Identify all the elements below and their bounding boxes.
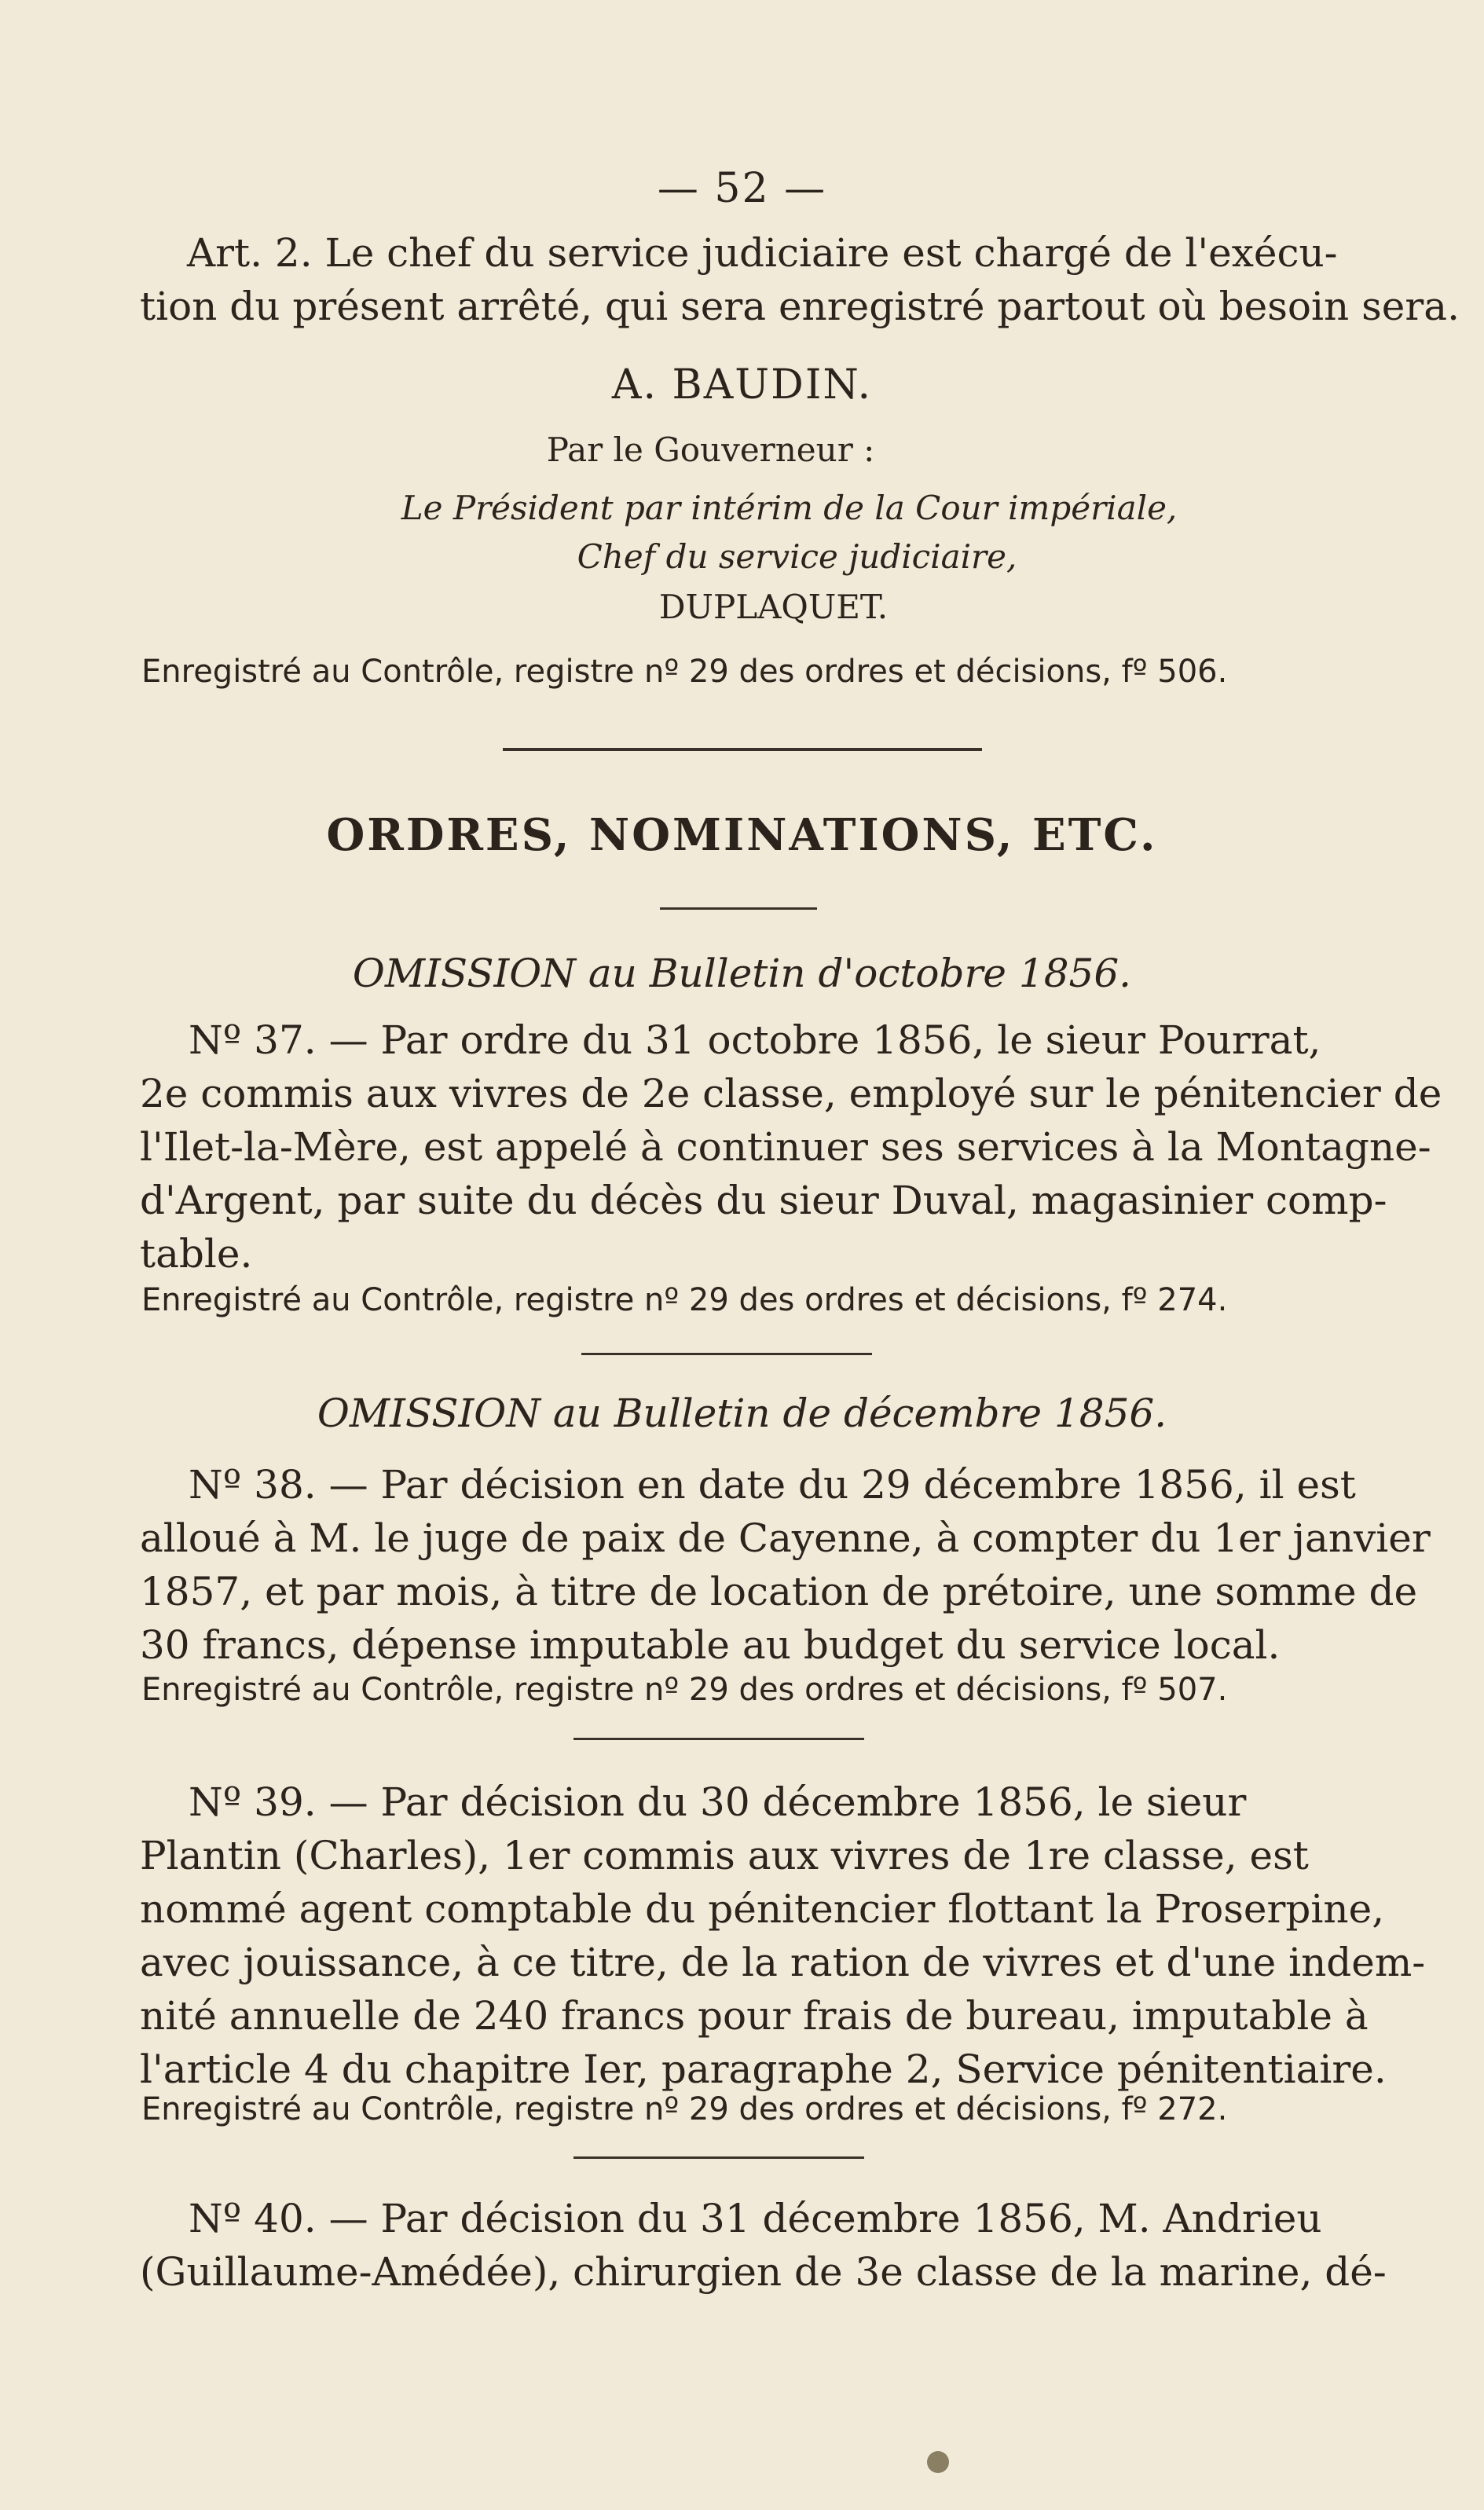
decision-line: avec jouissance, à ce titre, de la ration de vivres et d'une indem- xyxy=(140,1940,1426,1985)
divider-rule xyxy=(573,1738,864,1740)
registration-note: Enregistré au Contrôle, registre nº 29 des ordres et décisions, fº 507. xyxy=(141,1672,1228,1708)
decision-line: l'Ilet-la-Mère, est appelé à continuer ses services à la Montagne- xyxy=(140,1124,1431,1170)
decision-line: Plantin (Charles), 1er commis aux vivres de 1re classe, est xyxy=(140,1833,1309,1878)
omission-heading: OMISSION au Bulletin de décembre 1856. xyxy=(317,1391,1167,1436)
registration-note: Enregistré au Contrôle, registre nº 29 des ordres et décisions, fº 272. xyxy=(141,2091,1228,2127)
signature-name: A. BAUDIN. xyxy=(611,361,873,409)
signature-by: Par le Gouverneur : xyxy=(546,431,875,469)
decision-line: (Guillaume-Amédée), chirurgien de 3e classe de la marine, dé- xyxy=(140,2249,1387,2295)
decision-38 xyxy=(140,1458,1431,1672)
decision-line: table. xyxy=(140,1231,253,1277)
decision-40 xyxy=(140,2192,1387,2299)
registration-note: Enregistré au Contrôle, registre nº 29 des ordres et décisions, fº 274. xyxy=(141,1282,1228,1318)
article-2 xyxy=(140,226,1460,333)
decision-line: l'article 4 du chapitre Ier, paragraphe 2, Service pénitentiaire. xyxy=(140,2046,1387,2092)
page-number: — 52 — xyxy=(657,165,827,212)
decision-line: Nº 37. — Par ordre du 31 octobre 1856, le sieur Pourrat, xyxy=(189,1017,1321,1063)
article-2-line: Art. 2. Le chef du service judiciaire est chargé de l'exécu- xyxy=(187,230,1338,276)
decision-39 xyxy=(140,1775,1426,2096)
section-heading: ORDRES, NOMINATIONS, ETC. xyxy=(326,809,1158,861)
divider-rule xyxy=(573,2156,864,2159)
decision-line: nité annuelle de 240 francs pour frais de bureau, imputable à xyxy=(140,1993,1369,2039)
decision-line: 30 francs, dépense imputable au budget du service local. xyxy=(140,1622,1281,1668)
signature-title: Chef du service judiciaire, xyxy=(577,537,1017,576)
signature-name-2: DUPLAQUET. xyxy=(658,588,889,626)
decision-line: Nº 39. — Par décision du 30 décembre 1856, le sieur xyxy=(189,1779,1247,1825)
registration-note: Enregistré au Contrôle, registre nº 29 des ordres et décisions, fº 506. xyxy=(141,654,1228,690)
decision-line: alloué à M. le juge de paix de Cayenne, à compter du 1er janvier xyxy=(140,1515,1431,1561)
signature-title: Le Président par intérim de la Cour impériale, xyxy=(401,489,1178,527)
divider-rule xyxy=(503,748,982,751)
decision-line: d'Argent, par suite du décès du sieur Duval, magasinier comp- xyxy=(140,1178,1387,1223)
decision-line: 1857, et par mois, à titre de location de prétoire, une somme de xyxy=(140,1569,1418,1614)
divider-rule xyxy=(581,1353,872,1355)
divider-rule xyxy=(660,907,817,910)
decision-line: nommé agent comptable du pénitencier flottant la Proserpine, xyxy=(140,1886,1385,1932)
decision-line: Nº 38. — Par décision en date du 29 décembre 1856, il est xyxy=(189,1462,1356,1508)
decision-line: 2e commis aux vivres de 2e classe, employé sur le pénitencier de xyxy=(140,1071,1442,1116)
decision-line: Nº 40. — Par décision du 31 décembre 1856, M. Andrieu xyxy=(189,2196,1322,2241)
decision-37 xyxy=(140,1013,1442,1281)
omission-heading: OMISSION au Bulletin d'octobre 1856. xyxy=(352,951,1132,996)
article-2-line: tion du présent arrêté, qui sera enregistré partout où besoin sera. xyxy=(140,284,1460,329)
ink-spot xyxy=(927,2451,949,2473)
